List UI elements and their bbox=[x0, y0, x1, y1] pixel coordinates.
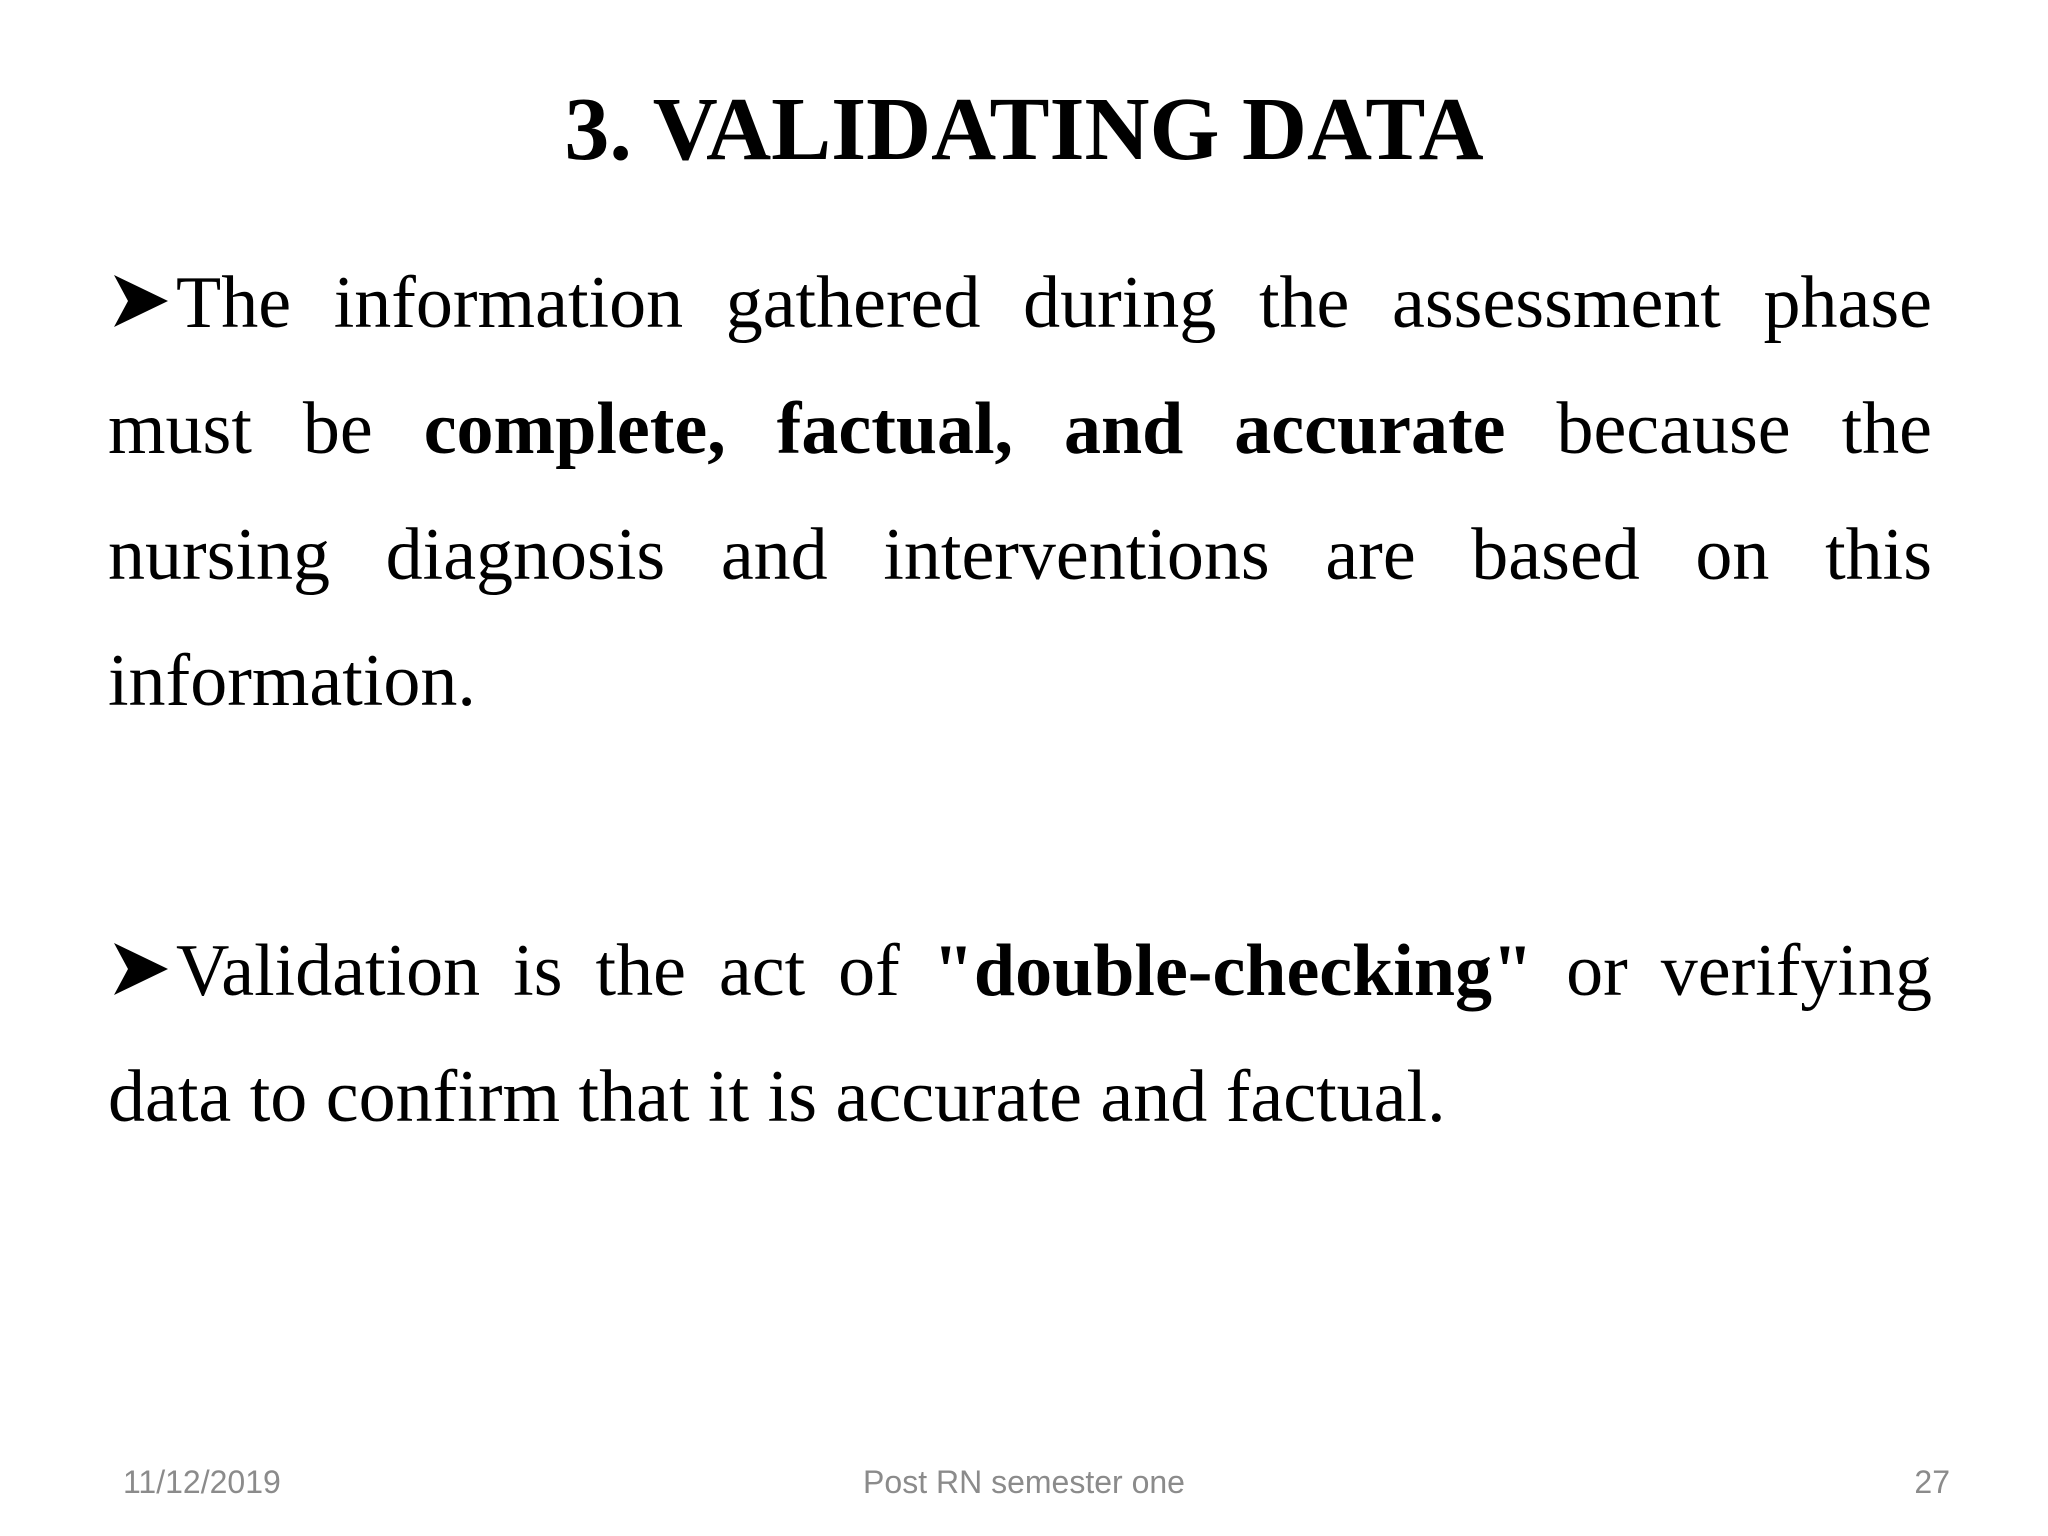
bullet-item bbox=[108, 908, 1932, 1160]
arrowhead-bullet-icon bbox=[108, 271, 174, 331]
bullet-text: The information gathered during the assessment phase must be bbox=[108, 262, 1932, 470]
footer-page-number: 27 bbox=[1914, 1464, 1950, 1500]
footer-date: 11/12/2019 bbox=[123, 1464, 281, 1500]
arrowhead-bullet-icon bbox=[108, 939, 174, 999]
slide-title: 3. VALIDATING DATA bbox=[564, 80, 1484, 179]
footer-center-text: Post RN semester one bbox=[863, 1464, 1185, 1500]
bullet-bold-text: "double-checking" bbox=[932, 930, 1534, 1012]
bullet-text: Validation is the act of bbox=[176, 930, 933, 1012]
bullet-text: because the nursing diagnosis and interventions are based on this information. bbox=[108, 388, 1932, 722]
bullet-item bbox=[108, 240, 1932, 744]
bullet-text: or verifying data to confirm that it is accurate and factual. bbox=[108, 930, 1932, 1138]
bullet-bold-text: complete, factual, and accurate bbox=[423, 388, 1506, 470]
